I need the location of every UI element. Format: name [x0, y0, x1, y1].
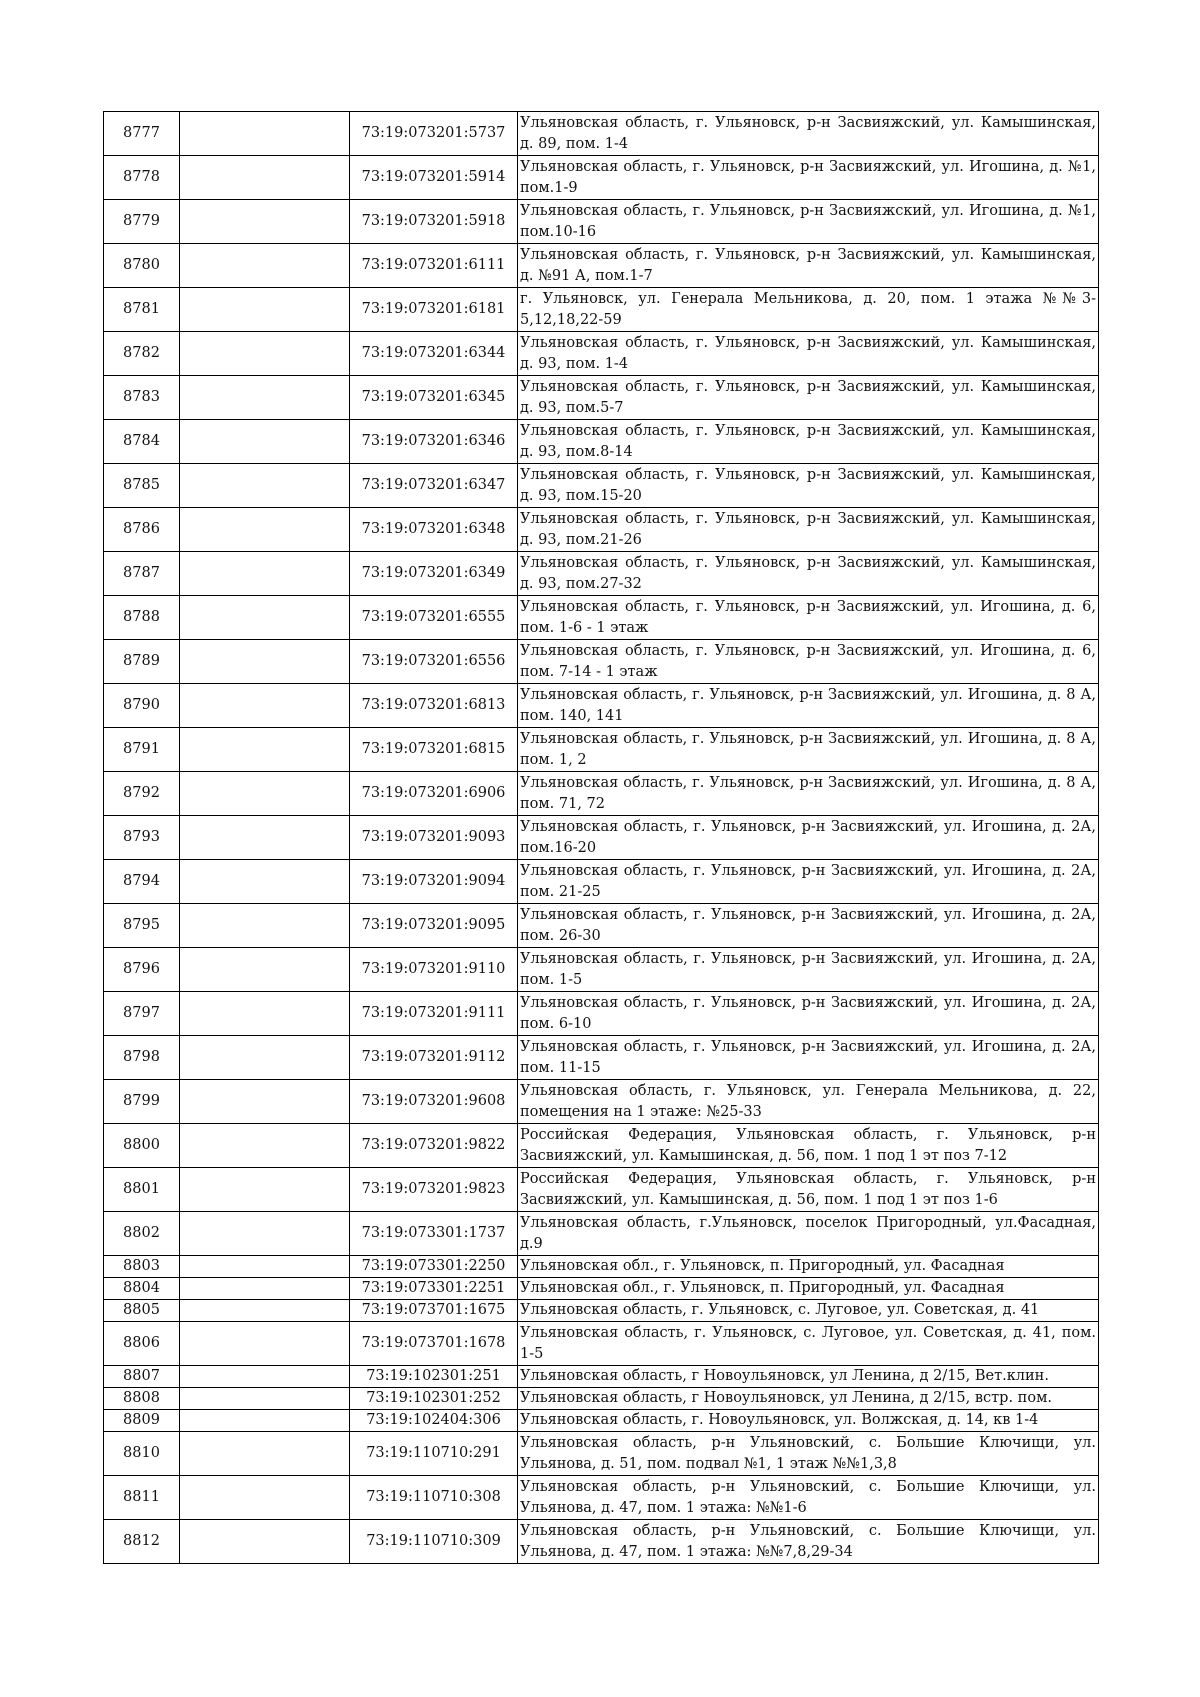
- table-row: [104, 860, 1099, 904]
- address-cell: Ульяновская область, г. Ульяновск, р-н Засвияжский, ул. Игошина, д. 8 А, пом. 1, 2: [518, 728, 1099, 772]
- address-cell: Ульяновская область, р-н Ульяновский, с. Большие Ключищи, ул. Ульянова, д. 51, пом. подвал №1, 1 этаж №№1,3,8: [518, 1432, 1099, 1476]
- address-cell: Ульяновская область, г. Ульяновск, р-н Засвияжский, ул. Игошина, д. 6, пом. 7-14 - 1 этаж: [518, 640, 1099, 684]
- row-number-cell: 8789: [104, 640, 180, 684]
- address-cell: Ульяновская область, г. Ульяновск, ул. Генерала Мельникова, д. 22, помещения на 1 этаже: №25-33: [518, 1080, 1099, 1124]
- address-cell: Ульяновская область, г. Ульяновск, р-н Засвияжский, ул. Игошина, д. 2А, пом. 21-25: [518, 860, 1099, 904]
- row-number-cell: 8795: [104, 904, 180, 948]
- row-number-cell: 8802: [104, 1212, 180, 1256]
- cadastral-number-cell: 73:19:073701:1678: [350, 1322, 518, 1366]
- row-number-cell: 8798: [104, 1036, 180, 1080]
- cadastral-number-cell: 73:19:073201:5914: [350, 156, 518, 200]
- address-cell: Ульяновская область, г. Ульяновск, р-н Засвияжский, ул. Камышинская, д. 93, пом.21-26: [518, 508, 1099, 552]
- cadastral-number-cell: 73:19:110710:291: [350, 1432, 518, 1476]
- cadastral-number-cell: 73:19:073201:6344: [350, 332, 518, 376]
- cadastral-number-cell: 73:19:073201:6906: [350, 772, 518, 816]
- row-number-cell: 8788: [104, 596, 180, 640]
- cadastral-number-cell: 73:19:102301:251: [350, 1366, 518, 1388]
- table-row: [104, 420, 1099, 464]
- address-cell: Ульяновская область, г Новоульяновск, ул Ленина, д 2/15, Вет.клин.: [518, 1366, 1099, 1388]
- table-row: [104, 244, 1099, 288]
- cadastral-number-cell: 73:19:073201:6181: [350, 288, 518, 332]
- cadastral-number-cell: 73:19:102301:252: [350, 1388, 518, 1410]
- empty-cell: [180, 992, 350, 1036]
- cadastral-number-cell: 73:19:073201:6813: [350, 684, 518, 728]
- row-number-cell: 8809: [104, 1410, 180, 1432]
- row-number-cell: 8782: [104, 332, 180, 376]
- cadastral-number-cell: 73:19:073201:5737: [350, 112, 518, 156]
- table-row: [104, 464, 1099, 508]
- table-row: [104, 640, 1099, 684]
- address-cell: Ульяновская область, г. Ульяновск, р-н Засвияжский, ул. Камышинская, д. 93, пом.5-7: [518, 376, 1099, 420]
- table-row: [104, 816, 1099, 860]
- empty-cell: [180, 1476, 350, 1520]
- row-number-cell: 8810: [104, 1432, 180, 1476]
- address-cell: Российская Федерация, Ульяновская область, г. Ульяновск, р-н Засвияжский, ул. Камышинская, д. 56, пом. 1 под 1 эт поз 1-6: [518, 1168, 1099, 1212]
- empty-cell: [180, 1300, 350, 1322]
- table-row: [104, 1256, 1099, 1278]
- table-row: [104, 1080, 1099, 1124]
- table-row: [104, 156, 1099, 200]
- empty-cell: [180, 1410, 350, 1432]
- row-number-cell: 8786: [104, 508, 180, 552]
- row-number-cell: 8792: [104, 772, 180, 816]
- empty-cell: [180, 1366, 350, 1388]
- cadastral-number-cell: 73:19:110710:308: [350, 1476, 518, 1520]
- address-cell: Ульяновская область, г.Ульяновск, поселок Пригородный, ул.Фасадная, д.9: [518, 1212, 1099, 1256]
- empty-cell: [180, 200, 350, 244]
- table-row: [104, 376, 1099, 420]
- empty-cell: [180, 552, 350, 596]
- empty-cell: [180, 332, 350, 376]
- table-row: [104, 552, 1099, 596]
- table-row: [104, 112, 1099, 156]
- address-cell: Ульяновская область, г. Ульяновск, р-н Засвияжский, ул. Игошина, д. 2А, пом. 11-15: [518, 1036, 1099, 1080]
- empty-cell: [180, 464, 350, 508]
- cadastral-number-cell: 73:19:073201:9095: [350, 904, 518, 948]
- table-row: [104, 1388, 1099, 1410]
- cadastral-number-cell: 73:19:073301:2250: [350, 1256, 518, 1278]
- table-row: [104, 596, 1099, 640]
- empty-cell: [180, 508, 350, 552]
- cadastral-number-cell: 73:19:073201:9608: [350, 1080, 518, 1124]
- empty-cell: [180, 1080, 350, 1124]
- table-row: [104, 684, 1099, 728]
- empty-cell: [180, 1388, 350, 1410]
- address-cell: Ульяновская область, г. Ульяновск, с. Луговое, ул. Советская, д. 41, пом. 1-5: [518, 1322, 1099, 1366]
- row-number-cell: 8811: [104, 1476, 180, 1520]
- table-row: [104, 1432, 1099, 1476]
- table-row: [104, 332, 1099, 376]
- table-row: [104, 1168, 1099, 1212]
- address-cell: Ульяновская область, р-н Ульяновский, с. Большие Ключищи, ул. Ульянова, д. 47, пом. 1 этажа: №№1-6: [518, 1476, 1099, 1520]
- row-number-cell: 8779: [104, 200, 180, 244]
- empty-cell: [180, 1432, 350, 1476]
- empty-cell: [180, 288, 350, 332]
- empty-cell: [180, 816, 350, 860]
- cadastral-number-cell: 73:19:073301:2251: [350, 1278, 518, 1300]
- row-number-cell: 8780: [104, 244, 180, 288]
- table-row: [104, 200, 1099, 244]
- address-cell: Ульяновская обл., г. Ульяновск, п. Пригородный, ул. Фасадная: [518, 1256, 1099, 1278]
- empty-cell: [180, 244, 350, 288]
- table-row: [104, 1520, 1099, 1564]
- cadastral-number-cell: 73:19:073201:9822: [350, 1124, 518, 1168]
- cadastral-number-cell: 73:19:073201:6111: [350, 244, 518, 288]
- cadastral-number-cell: 73:19:073201:9110: [350, 948, 518, 992]
- address-cell: Ульяновская область, г. Ульяновск, р-н Засвияжский, ул. Игошина, д. №1, пом.10-16: [518, 200, 1099, 244]
- empty-cell: [180, 1168, 350, 1212]
- empty-cell: [180, 1124, 350, 1168]
- empty-cell: [180, 1256, 350, 1278]
- empty-cell: [180, 1036, 350, 1080]
- empty-cell: [180, 640, 350, 684]
- row-number-cell: 8812: [104, 1520, 180, 1564]
- empty-cell: [180, 1520, 350, 1564]
- row-number-cell: 8801: [104, 1168, 180, 1212]
- row-number-cell: 8805: [104, 1300, 180, 1322]
- empty-cell: [180, 948, 350, 992]
- address-cell: Российская Федерация, Ульяновская область, г. Ульяновск, р-н Засвияжский, ул. Камышинская, д. 56, пом. 1 под 1 эт поз 7-12: [518, 1124, 1099, 1168]
- table-row: [104, 948, 1099, 992]
- empty-cell: [180, 420, 350, 464]
- empty-cell: [180, 156, 350, 200]
- address-cell: Ульяновская область, г. Ульяновск, р-н Засвияжский, ул. Игошина, д. 8 А, пом. 71, 72: [518, 772, 1099, 816]
- empty-cell: [180, 112, 350, 156]
- address-cell: Ульяновская область, г. Ульяновск, р-н Засвияжский, ул. Игошина, д. 8 А, пом. 140, 141: [518, 684, 1099, 728]
- cadastral-number-cell: 73:19:102404:306: [350, 1410, 518, 1432]
- row-number-cell: 8803: [104, 1256, 180, 1278]
- cadastral-number-cell: 73:19:073201:9093: [350, 816, 518, 860]
- cadastral-number-cell: 73:19:073201:6348: [350, 508, 518, 552]
- address-cell: Ульяновская область, г. Ульяновск, р-н Засвияжский, ул. Игошина, д. 2А, пом.16-20: [518, 816, 1099, 860]
- table-row: [104, 772, 1099, 816]
- table-row: [104, 288, 1099, 332]
- address-cell: Ульяновская область, г. Ульяновск, р-н Засвияжский, ул. Камышинская, д. 93, пом.8-14: [518, 420, 1099, 464]
- row-number-cell: 8799: [104, 1080, 180, 1124]
- table-row: [104, 1212, 1099, 1256]
- table-row: [104, 992, 1099, 1036]
- table-row: [104, 1036, 1099, 1080]
- table-row: [104, 1410, 1099, 1432]
- registry-table: [103, 111, 1099, 1564]
- address-cell: Ульяновская область, г. Новоульяновск, ул. Волжская, д. 14, кв 1-4: [518, 1410, 1099, 1432]
- empty-cell: [180, 860, 350, 904]
- empty-cell: [180, 1278, 350, 1300]
- address-cell: Ульяновская область, г. Ульяновск, р-н Засвияжский, ул. Игошина, д. 2А, пом. 6-10: [518, 992, 1099, 1036]
- row-number-cell: 8794: [104, 860, 180, 904]
- empty-cell: [180, 596, 350, 640]
- address-cell: Ульяновская область, г. Ульяновск, р-н Засвияжский, ул. Игошина, д. №1, пом.1-9: [518, 156, 1099, 200]
- address-cell: Ульяновская область, г Новоульяновск, ул Ленина, д 2/15, встр. пом.: [518, 1388, 1099, 1410]
- row-number-cell: 8807: [104, 1366, 180, 1388]
- row-number-cell: 8787: [104, 552, 180, 596]
- table-row: [104, 728, 1099, 772]
- empty-cell: [180, 1212, 350, 1256]
- cadastral-number-cell: 73:19:110710:309: [350, 1520, 518, 1564]
- address-cell: г. Ульяновск, ул. Генерала Мельникова, д. 20, пом. 1 этажа №№3-5,12,18,22-59: [518, 288, 1099, 332]
- address-cell: Ульяновская область, г. Ульяновск, р-н Засвияжский, ул. Камышинская, д. 89, пом. 1-4: [518, 112, 1099, 156]
- table-row: [104, 1322, 1099, 1366]
- address-cell: Ульяновская область, г. Ульяновск, р-н Засвияжский, ул. Камышинская, д. 93, пом.27-32: [518, 552, 1099, 596]
- cadastral-number-cell: 73:19:073201:9111: [350, 992, 518, 1036]
- row-number-cell: 8778: [104, 156, 180, 200]
- row-number-cell: 8783: [104, 376, 180, 420]
- table-row: [104, 1300, 1099, 1322]
- row-number-cell: 8790: [104, 684, 180, 728]
- row-number-cell: 8804: [104, 1278, 180, 1300]
- row-number-cell: 8806: [104, 1322, 180, 1366]
- address-cell: Ульяновская область, г. Ульяновск, р-н Засвияжский, ул. Камышинская, д. 93, пом. 1-4: [518, 332, 1099, 376]
- cadastral-number-cell: 73:19:073201:6815: [350, 728, 518, 772]
- empty-cell: [180, 904, 350, 948]
- cadastral-number-cell: 73:19:073301:1737: [350, 1212, 518, 1256]
- cadastral-number-cell: 73:19:073201:6556: [350, 640, 518, 684]
- cadastral-number-cell: 73:19:073201:9112: [350, 1036, 518, 1080]
- cadastral-number-cell: 73:19:073201:6555: [350, 596, 518, 640]
- cadastral-number-cell: 73:19:073201:6346: [350, 420, 518, 464]
- row-number-cell: 8800: [104, 1124, 180, 1168]
- address-cell: Ульяновская область, г. Ульяновск, р-н Засвияжский, ул. Камышинская, д. №91 А, пом.1-7: [518, 244, 1099, 288]
- row-number-cell: 8784: [104, 420, 180, 464]
- cadastral-number-cell: 73:19:073201:6345: [350, 376, 518, 420]
- row-number-cell: 8808: [104, 1388, 180, 1410]
- cadastral-number-cell: 73:19:073201:9823: [350, 1168, 518, 1212]
- table-body: [104, 112, 1099, 1564]
- empty-cell: [180, 772, 350, 816]
- address-cell: Ульяновская область, г. Ульяновск, р-н Засвияжский, ул. Игошина, д. 2А, пом. 1-5: [518, 948, 1099, 992]
- table-row: [104, 1366, 1099, 1388]
- row-number-cell: 8781: [104, 288, 180, 332]
- address-cell: Ульяновская область, г. Ульяновск, с. Луговое, ул. Советская, д. 41: [518, 1300, 1099, 1322]
- row-number-cell: 8796: [104, 948, 180, 992]
- row-number-cell: 8785: [104, 464, 180, 508]
- row-number-cell: 8791: [104, 728, 180, 772]
- table-row: [104, 508, 1099, 552]
- cadastral-number-cell: 73:19:073201:5918: [350, 200, 518, 244]
- table-row: [104, 904, 1099, 948]
- address-cell: Ульяновская обл., г. Ульяновск, п. Пригородный, ул. Фасадная: [518, 1278, 1099, 1300]
- cadastral-number-cell: 73:19:073201:6347: [350, 464, 518, 508]
- address-cell: Ульяновская область, р-н Ульяновский, с. Большие Ключищи, ул. Ульянова, д. 47, пом. 1 этажа: №№7,8,29-34: [518, 1520, 1099, 1564]
- table-row: [104, 1476, 1099, 1520]
- address-cell: Ульяновская область, г. Ульяновск, р-н Засвияжский, ул. Камышинская, д. 93, пом.15-20: [518, 464, 1099, 508]
- empty-cell: [180, 728, 350, 772]
- address-cell: Ульяновская область, г. Ульяновск, р-н Засвияжский, ул. Игошина, д. 6, пом. 1-6 - 1 этаж: [518, 596, 1099, 640]
- cadastral-number-cell: 73:19:073201:9094: [350, 860, 518, 904]
- row-number-cell: 8777: [104, 112, 180, 156]
- row-number-cell: 8797: [104, 992, 180, 1036]
- row-number-cell: 8793: [104, 816, 180, 860]
- empty-cell: [180, 684, 350, 728]
- table-row: [104, 1124, 1099, 1168]
- empty-cell: [180, 376, 350, 420]
- table-row: [104, 1278, 1099, 1300]
- empty-cell: [180, 1322, 350, 1366]
- cadastral-number-cell: 73:19:073201:6349: [350, 552, 518, 596]
- address-cell: Ульяновская область, г. Ульяновск, р-н Засвияжский, ул. Игошина, д. 2А, пом. 26-30: [518, 904, 1099, 948]
- cadastral-number-cell: 73:19:073701:1675: [350, 1300, 518, 1322]
